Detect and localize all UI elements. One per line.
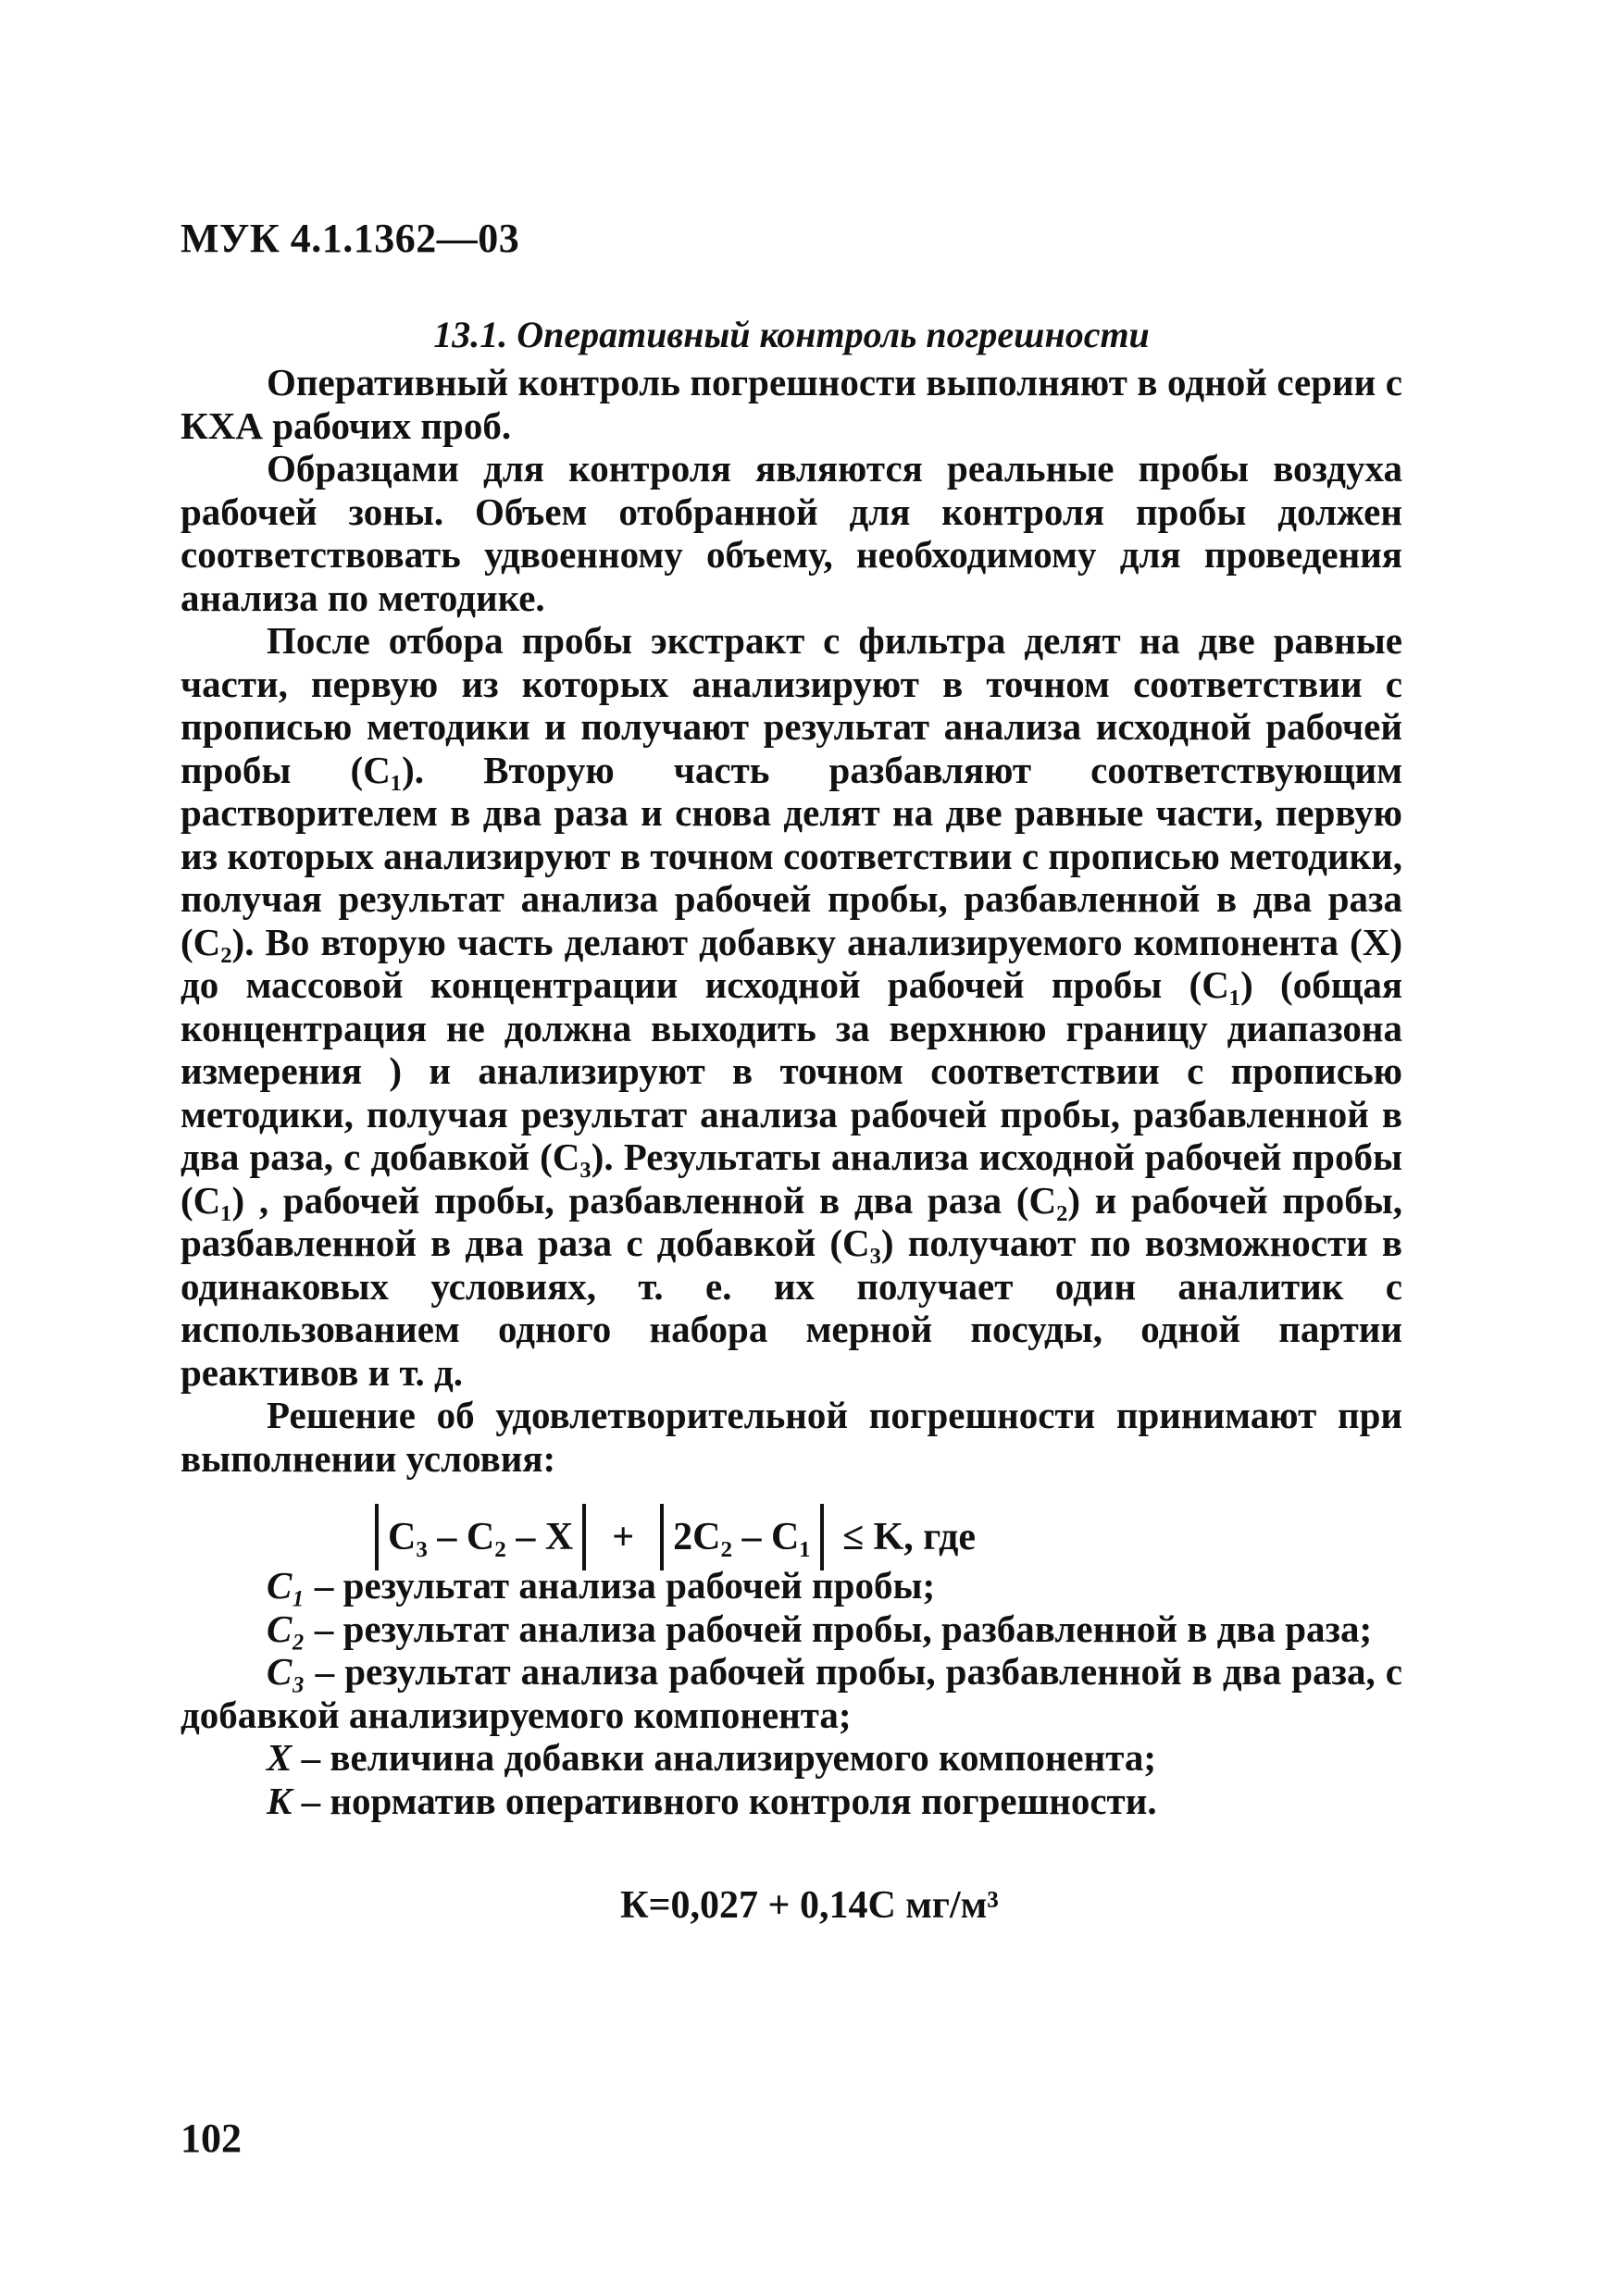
page-number: 102 xyxy=(181,2116,242,2161)
definition-k xyxy=(181,1780,1402,1823)
symbol: C₃ xyxy=(267,1650,305,1693)
symbol: C₂ xyxy=(267,1607,305,1650)
definition-c1 xyxy=(181,1564,1402,1607)
condition-tail: ≤ K, где xyxy=(841,1516,977,1558)
abs-term-1-content: С₃ – С₂ – X xyxy=(388,1516,574,1558)
paragraph-4: Решение об удовлетворительной погрешности принимают при выполнении условия: xyxy=(181,1394,1402,1480)
definition-text: – результат анализа рабочей пробы, разбавленной в два раза; xyxy=(305,1607,1373,1650)
paragraph-2: Образцами для контроля являются реальные пробы воздуха рабочей зоны. Объем отобранной для контроля пробы должен соответствовать удвоенному объему, необходимому для проведения анализа по методике. xyxy=(181,447,1402,619)
definition-x xyxy=(181,1736,1402,1780)
abs-term-2-content: 2С₂ – С₁ xyxy=(673,1516,811,1558)
definition-text: – величина добавки анализируемого компонента; xyxy=(292,1736,1157,1779)
definition-text: – результат анализа рабочей пробы, разбавленной в два раза, с добавкой анализируемого компонента; xyxy=(181,1650,1402,1736)
definition-text: – норматив оперативного контроля погрешности. xyxy=(292,1779,1157,1822)
acceptance-condition-formula xyxy=(366,1504,976,1570)
definition-c3 xyxy=(181,1650,1402,1736)
symbol: K xyxy=(267,1779,293,1822)
paragraph-3: После отбора пробы экстракт с фильтра делят на две равные части, первую из которых анализируют в точном соответствии с прописью методики и получают результат анализа исходной рабочей пробы (С₁). Вторую часть разбавляют соответствующим растворителем в два раза и снова делят на две равные части, первую из которых анализируют в точном соответствии с прописью методики, получая результат анализа рабочей пробы, разбавленной в два раза (С₂). Во вторую часть делают добавку анализируемого компонента (X) до массовой концентрации исходной рабочей пробы (C₁) (общая концентрация не должна выходить за верхнюю границу диапазона измерения ) и анализируют в точном соответствии с прописью методики, получая результат анализа рабочей пробы, разбавленной в два раза, с добавкой (С₃). Результаты анализа исходной рабочей пробы (С₁) , рабочей пробы, разбавленной в два раза (С₂) и рабочей пробы, разбавленной в два раза с добавкой (С₃) получают по возможности в одинаковых условиях, т. е. их получает один аналитик с использованием одного набора мерной посуды, одной партии реактивов и т. д. xyxy=(181,619,1402,1394)
definition-text: – результат анализа рабочей пробы; xyxy=(305,1564,936,1607)
body-text xyxy=(181,361,1402,1480)
abs-bar-right xyxy=(582,1504,586,1570)
section-title: 13.1. Оперативный контроль погрешности xyxy=(433,314,1150,355)
plus-sign: + xyxy=(612,1516,635,1558)
definitions-list xyxy=(181,1564,1402,1822)
abs-term-2 xyxy=(651,1504,833,1570)
document-code-header: МУК 4.1.1362—03 xyxy=(181,216,520,261)
definition-c2 xyxy=(181,1607,1402,1651)
paragraph-1: Оперативный контроль погрешности выполняют в одной серии с КХА рабочих проб. xyxy=(181,361,1402,447)
symbol: X xyxy=(267,1736,293,1779)
abs-bar-right xyxy=(820,1504,824,1570)
abs-term-1 xyxy=(366,1504,595,1570)
symbol: C₁ xyxy=(267,1564,305,1607)
k-norm-formula: К=0,027 + 0,14С мг/м³ xyxy=(620,1884,999,1927)
